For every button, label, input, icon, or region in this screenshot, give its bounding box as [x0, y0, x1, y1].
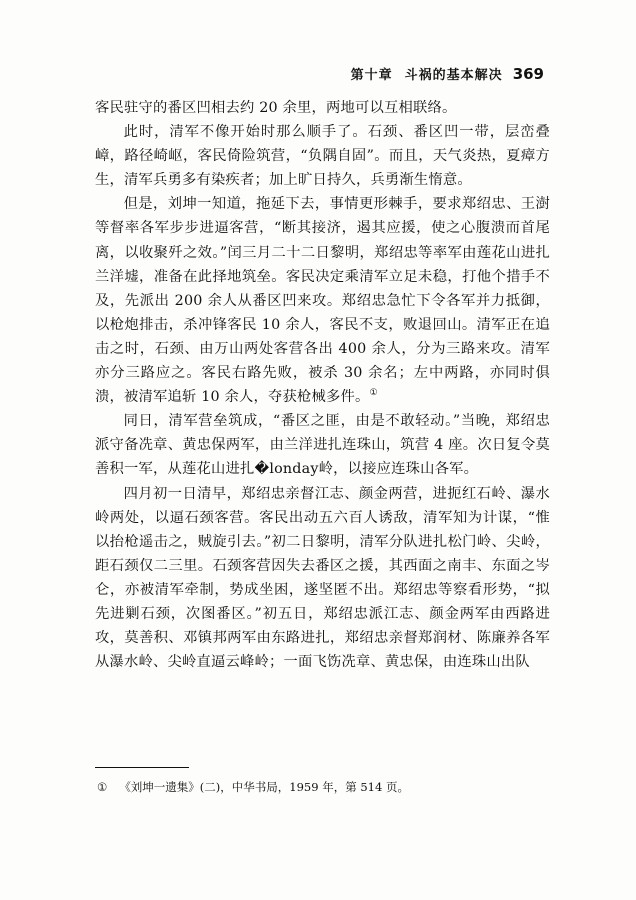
chapter-label: 第十章: [350, 68, 393, 83]
footnote-mark: ①: [97, 780, 108, 794]
body-text: [95, 96, 550, 674]
paragraph-text: 但是，刘坤一知道，拖延下去，事情更形棘手，要求郑绍忠、王澍等督率各军步步进逼客营，“断其接济，遏其应援，使之心腹溃而首尾离，以收聚歼之效。”闰三月二十二日黎明，郑绍忠等率军由莲花山进扎兰洋墟，准备在此择地筑垒。客民决定乘清军立足未稳，打他个措手不及，先派出 200 余人从番区凹来攻。郑绍忠急忙下令各军并力抵御，以枪炮排击，杀冲锋客民 10 余人，客民不支，败退回山。清军正在追击之时，石颈、由万山两处客营各出 400 余人，分为三路来攻。清军亦分三路应之。客民右路先败，被杀 30 余名；左中两路，亦同时俱溃，被清军追斩 10 余人，夺获枪械多件。: [95, 196, 550, 406]
footnote-text: 《刘坤一遗集》(二)，中华书局，1959 年，第 514 页。: [119, 780, 409, 794]
footnote: [97, 778, 409, 796]
paragraph: [95, 192, 550, 409]
running-head: [351, 64, 544, 83]
footnote-divider: [95, 767, 189, 768]
section-title: 斗祸的基本解决: [404, 68, 503, 83]
paragraph: 此时，清军不像开始时那么顺手了。石颈、番区凹一带，层峦叠嶂，路径崎岖，客民倚险筑营，“负隅自固”。而且，天气炎热，夏瘴方生，清军兵勇多有染疾者；加上旷日持久，兵勇渐生惰意。: [95, 124, 550, 189]
paragraph: 同日，清军营垒筑成，“番区之匪，由是不敢轻动。”当晚，郑绍忠派守备冼章、黄忠保两军，由兰洋进扎连珠山，筑营 4 座。次日复令莫善积一军，从莲花山进扎�londay岭，以接应连珠山各军。: [95, 413, 550, 478]
paragraph: 客民驻守的番区凹相去约 20 余里，两地可以互相联络。: [95, 100, 457, 116]
paragraph: 四月初一日清早，郑绍忠亲督江志、颜金两营，进扼红石岭、瀑水岭两处，以逼石颈客营。客民出动五六百人诱敌，清军知为计谋，“惟以抬枪遥击之，贼旋引去。”初二日黎明，清军分队进扎松门岭、尖岭，距石颈仅二三里。石颈客营因失去番区之援，其西面之南丰、东面之岑仑，亦被清军牵制，势成坐困，遂坚匿不出。郑绍忠等察看形势，“拟先进剿石颈，次图番区。”初五日，郑绍忠派江志、颜金两军由西路进攻，莫善积、邓镇邦两军由东路进扎，郑绍忠亲督郑润材、陈廉养各军从瀑水岭、尖岭直逼云峰岭；一面飞饬冼章、黄忠保，由连珠山出队: [95, 485, 550, 671]
footnote-reference[interactable]: ①: [369, 388, 378, 399]
page-number: 369: [512, 65, 544, 83]
